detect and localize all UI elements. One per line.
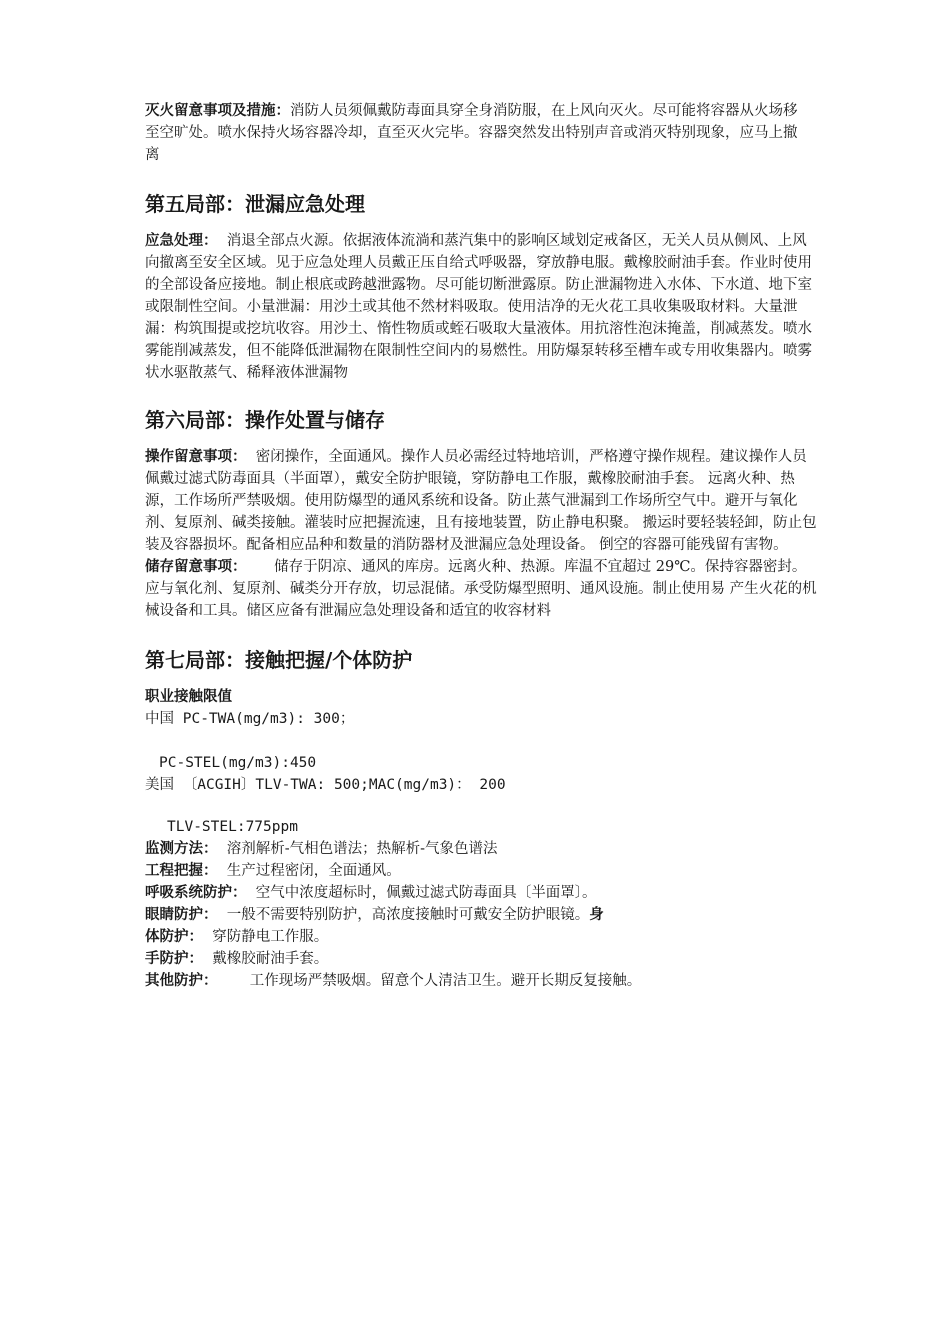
respiratory-line [145,882,817,904]
operation-text: 密闭操作，全面通风。操作人员必需经过特地培训，严格遵守操作规程。建议操作人员佩戴过滤式防毒面具（半面罩），戴安全防护眼镜，穿防静电工作服，戴橡胶耐油手套。 远离火种、热源，工作场所严禁吸烟。使用防爆型的通风系统和设备。防止蒸气泄漏到工作场所空气中。避开与氧化剂、复原剂、碱类接触。灌装时应把握流速，且有接地装置，防止静电积聚。 搬运时要轻装轻卸，防止包装及容器损坏。配备相应品种和数量的消防器材及泄漏应急处理设备。 倒空的容器可能残留有害物。 [145,449,817,553]
eye-text: 一般不需要特别防护，高浓度接触时可戴安全防护眼镜。 [226,907,590,923]
engineering-label: 工程把握： [145,863,218,879]
storage-paragraph [145,556,817,622]
china-stel-line: PC-STEL(mg/m3):450 [159,755,317,771]
operation-paragraph [145,446,817,556]
body-text: 穿防静电工作服。 [212,929,329,945]
respiratory-label: 呼吸系统防护： [145,885,247,901]
section-7-title: 第七局部：接触把握/个体防护 [145,648,413,672]
body-label-start: 身 [589,907,604,923]
eye-line [145,904,817,926]
respiratory-text: 空气中浓度超标时，佩戴过滤式防毒面具〔半面罩〕。 [255,885,597,901]
emergency-text: 消退全部点火源。依据液体流淌和蒸汽集中的影响区域划定戒备区，无关人员从侧风、上风向撤离至安全区域。见于应急处理人员戴正压自给式呼吸器，穿放静电服。戴橡胶耐油手套。作业时使用的全部设备应接地。制止根底或跨越泄露物。尽可能切断泄露原。防止泄漏物进入水体、下水道、地下室或限制性空间。小量泄漏：用沙土或其他不然材料吸取。使用洁净的无火花工具收集吸取材料。大量泄漏：构筑围提或挖坑收容。用沙土、惰性物质或蛭石吸取大量液体。用抗溶性泡沫掩盖，削减蒸发。喷水雾能削减蒸发，但不能降低泄漏物在限制性空间内的易燃性。用防爆泵转移至槽车或专用收集器内。喷雾状水驱散蒸气、稀释液体泄漏物 [145,233,812,381]
body-label-end: 体防护： [145,929,203,945]
storage-text: 储存于阴凉、通风的库房。远离火种、热源。库温不宜超过 29℃。保持容器密封。应与氧化剂、复原剂、碱类分开存放，切忌混储。承受防爆型照明、通风设施。制止使用易 产生火花的机械设备和工具。储区应备有泄漏应急处理设备和适宜的收容材料 [145,559,817,619]
us-twa-line: 美国 〔ACGIH〕TLV-TWA: 500;MAC(mg/m3)： 200 [145,777,506,793]
engineering-text: 生产过程密闭，全面通风。 [226,863,401,879]
emergency-label: 应急处理： [145,233,218,249]
engineering-line [145,860,817,882]
fire-fighting-paragraph [145,100,805,166]
oel-heading: 职业接触限值 [145,689,232,705]
section-6-title: 第六局部：操作处置与储存 [145,408,385,432]
hand-label: 手防护： [145,951,203,967]
other-text: 工作现场严禁吸烟。留意个人清洁卫生。避开长期反复接触。 [249,973,642,989]
operation-label: 操作留意事项： [145,449,247,465]
hand-line [145,948,817,970]
section-5-title: 第五局部：泄漏应急处理 [145,192,365,216]
body-line [145,926,817,948]
monitor-label: 监测方法： [145,841,218,857]
eye-label: 眼睛防护： [145,907,218,923]
china-twa-line: 中国 PC-TWA(mg/m3): 300； [145,711,355,727]
storage-label: 储存留意事项： [145,559,247,575]
monitor-text: 溶剂解析-气相色谱法；热解析-气象色谱法 [226,841,498,857]
hand-text: 戴橡胶耐油手套。 [212,951,329,967]
fire-fighting-text: 消防人员须佩戴防毒面具穿全身消防服，在上风向灭火。尽可能将容器从火场移至空旷处。喷水保持火场容器冷却，直至灭火完毕。容器突然发出特别声音或消灭特别现象，应马上撤离 [145,103,798,163]
other-line [145,970,817,992]
emergency-paragraph [145,230,817,384]
other-label: 其他防护： [145,973,218,989]
document-page [145,100,817,992]
monitor-line [145,838,817,860]
fire-fighting-label: 灭火留意事项及措施： [145,103,290,119]
us-stel-line: TLV-STEL:775ppm [167,819,298,835]
